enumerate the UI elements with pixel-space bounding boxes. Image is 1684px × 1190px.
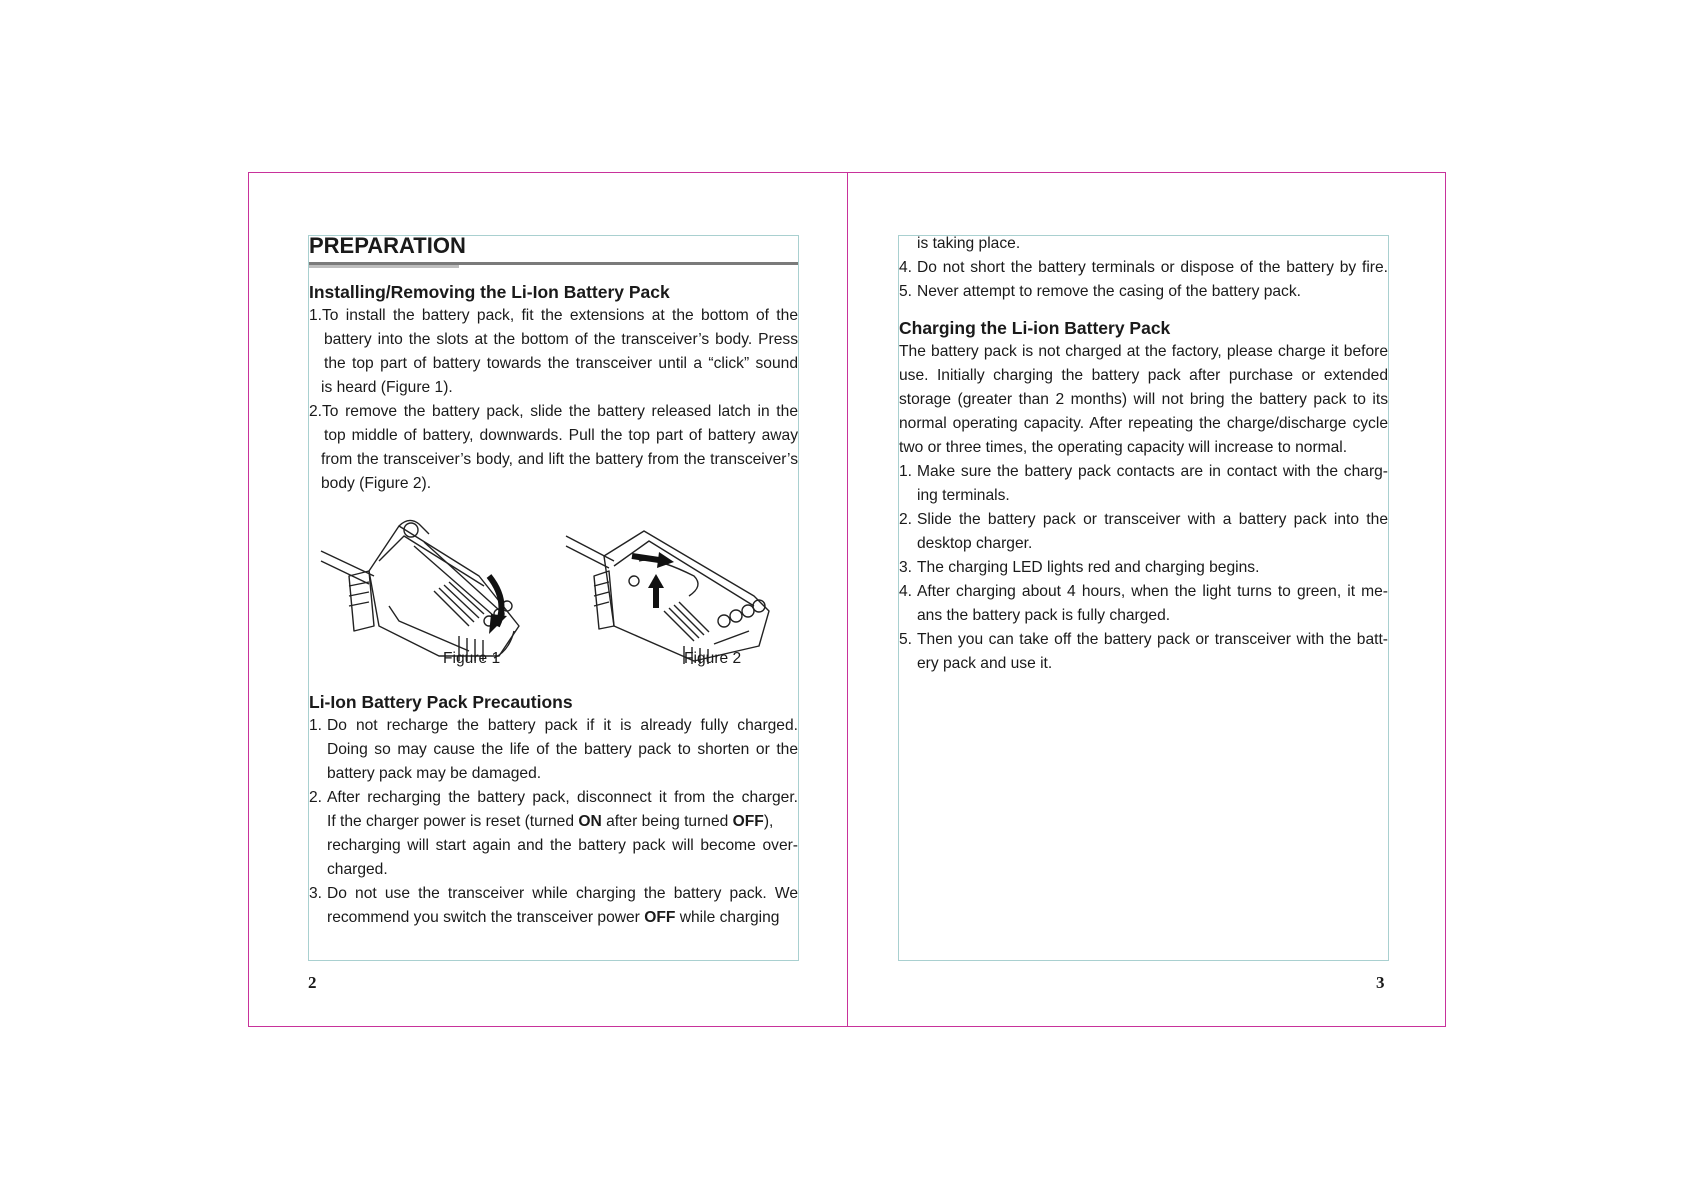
page-number-right: 3 [1376,973,1385,992]
remove-line-1: 2.To remove the battery pack, slide the battery released latch in the [309,403,798,420]
precaution-1-line-2: Doing so may cause the life of the battery pack to shorten or the [327,741,798,758]
precaution-2-line-2-c: after being turned [601,813,733,830]
charging-step-5-line-2: ery pack and use it. [917,655,1053,672]
charging-step-4-number: 4. [899,583,913,600]
charging-step-2-line-2: desktop charger. [917,535,1033,552]
precaution-2-line-1: After recharging the battery pack, disconnect it from the charger. [327,789,798,806]
precaution-2-number: 2. [309,789,323,806]
install-line-3: the top part of battery towards the transceiver until a “click” sound [324,355,798,372]
precaution-3-off-text: OFF [644,909,676,926]
precaution-5-number: 5. [899,283,913,300]
install-line-4: is heard (Figure 1). [321,379,453,396]
install-line-2: battery into the slots at the bottom of the transceiver’s body. Press [324,331,798,348]
charging-step-3-line-1: The charging LED lights red and charging begins. [917,559,1260,576]
continued-line: is taking place. [917,235,1021,252]
charging-paragraph-line-5: two or three times, the operating capacity will increase to normal. [899,439,1348,456]
charging-paragraph-line-2: use. Initially charging the battery pack after purchase or extended [899,367,1388,384]
charging-step-5-line-1: Then you can take off the battery pack or transceiver with the batt- [917,631,1388,648]
left-page-content [308,235,799,961]
precaution-1-number: 1. [309,717,323,734]
section-heading-install: Installing/Removing the Li-Ion Battery Pack [309,282,670,302]
precaution-1-line-3: battery pack may be damaged. [327,765,542,782]
page-title: PREPARATION [309,235,466,258]
precaution-3-line-2-a: recommend you switch the transceiver power [327,909,645,926]
precaution-3-number: 3. [309,885,323,902]
charging-step-2-line-1: Slide the battery pack or transceiver with a battery pack into the [917,511,1388,528]
figure-2-caption: Figure 2 [684,650,742,667]
charging-step-1-line-1: Make sure the battery pack contacts are in contact with the charg- [917,463,1388,480]
precaution-2-line-2 [327,810,798,834]
manual-spread [248,172,1446,1027]
charging-step-1-line-2: ing terminals. [917,487,1010,504]
precaution-2-line-2-e: ), [763,813,774,830]
figure-1-caption: Figure 1 [443,650,501,667]
figure-2-illustration [564,516,779,666]
charging-step-1-number: 1. [899,463,913,480]
charging-paragraph-line-4: normal operating capacity. After repeating the charge/discharge cycle [899,415,1388,432]
remove-line-4: body (Figure 2). [321,475,432,492]
precaution-1-line-1: Do not recharge the battery pack if it is already fully charged. [327,717,798,734]
section-heading-charging: Charging the Li-ion Battery Pack [899,318,1171,338]
precaution-2-off-text: OFF [732,813,764,830]
precaution-4-number: 4. [899,259,913,276]
precaution-3-line-1: Do not use the transceiver while charging the battery pack. We [327,885,798,902]
remove-line-2: top middle of battery, downwards. Pull the top part of battery away [324,427,798,444]
precaution-2-on-text: ON [578,813,602,830]
precaution-3-line-2-c: while charging [675,909,780,926]
right-page-content [898,235,1389,961]
page-fold [847,173,848,1026]
title-rule-accent [309,265,459,268]
charging-step-4-line-2: ans the battery pack is fully charged. [917,607,1171,624]
charging-step-3-number: 3. [899,559,913,576]
charging-paragraph-line-1: The battery pack is not charged at the factory, please charge it before [899,343,1388,360]
precaution-3-line-2 [327,906,798,930]
install-line-1: 1.To install the battery pack, fit the extensions at the bottom of the [309,307,798,324]
precaution-4-text: Do not short the battery terminals or dispose of the battery by fire. [917,259,1388,276]
precaution-2-line-3: recharging will start again and the battery pack will become over- [327,837,798,854]
charging-step-5-number: 5. [899,631,913,648]
figure-1-illustration [319,516,529,666]
charging-step-2-number: 2. [899,511,913,528]
charging-paragraph-line-3: storage (greater than 2 months) will not bring the battery pack to its [899,391,1388,408]
remove-line-3: from the transceiver’s body, and lift the battery from the transceiver’s [321,451,798,468]
precaution-5-text: Never attempt to remove the casing of the battery pack. [917,283,1301,300]
charging-step-4-line-1: After charging about 4 hours, when the light turns to green, it me- [917,583,1388,600]
section-heading-precautions: Li-Ion Battery Pack Precautions [309,692,573,712]
precaution-2-line-4: charged. [327,861,388,878]
page-number-left: 2 [308,973,317,992]
precaution-2-line-2-a: If the charger power is reset (turned [327,813,579,830]
